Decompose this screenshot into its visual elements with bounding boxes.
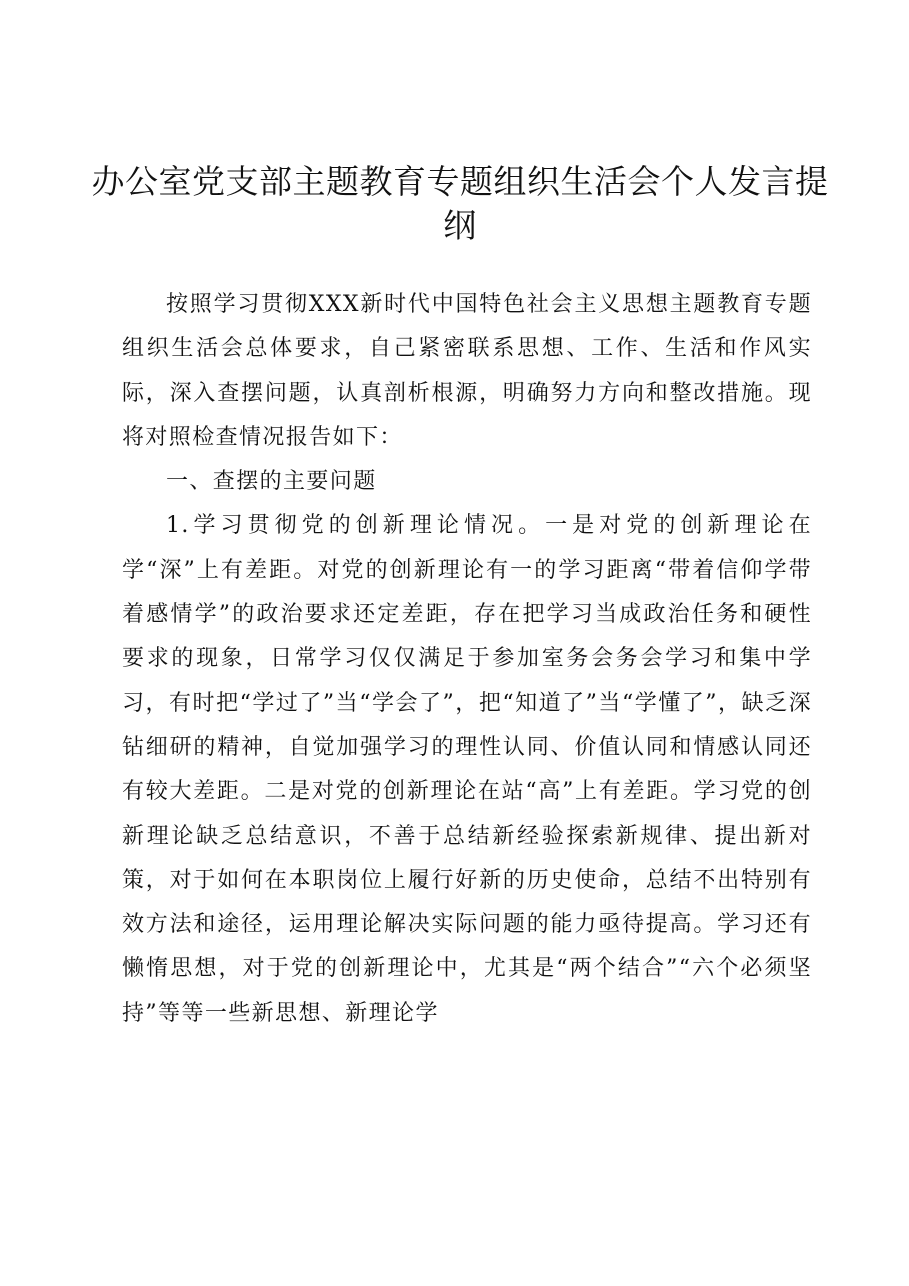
section-paragraph: 1.学习贯彻党的创新理论情况。一是对党的创新理论在学“深”上有差距。对党的创新理论有一的学习距离“带着信仰学带着感情学”的政治要求还定差距，存在把学习当成政治任务和硬性要求的现象，日常学习仅仅满足于参加室务会务会学习和集中学习，有时把“学过了”当“学会了”，把“知道了”当“学懂了”，缺乏深钻细研的精神，自觉加强学习的理性认同、价值认同和情感认同还有较大差距。二是对党的创新理论在站“高”上有差距。学习党的创新理论缺乏总结意识，不善于总结新经验探索新规律、提出新对策，对于如何在本职岗位上履行好新的历史使命，总结不出特别有效方法和途径，运用理论解决实际问题的能力亟待提高。学习还有懒惰思想，对于党的创新理论中，尤其是“两个结合”“六个必须坚持”等等一些新思想、新理论学	[122, 513, 812, 1026]
document-body	[122, 283, 812, 1036]
section-heading: 一、查摆的主要问题	[166, 469, 377, 495]
document-title: 办公室党支部主题教育专题组织生活会个人发言提纲	[91, 162, 829, 245]
intro-paragraph: 按照学习贯彻XXX新时代中国特色社会主义思想主题教育专题组织生活会总体要求，自己紧密联系思想、工作、生活和作风实际，深入查摆问题，认真剖析根源，明确努力方向和整改措施。现将对照检查情况报告如下：	[122, 292, 812, 450]
